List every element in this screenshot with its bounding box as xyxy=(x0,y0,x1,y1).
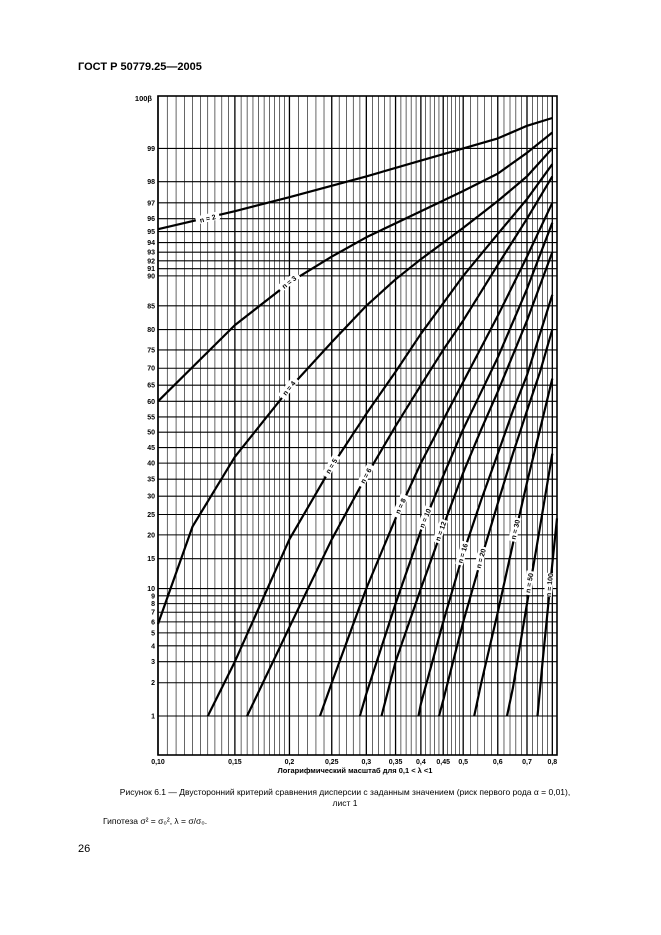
y-tick-label: 91 xyxy=(147,266,155,274)
x-tick-label: 0,3 xyxy=(361,759,372,766)
x-tick-label: 0,10 xyxy=(151,759,165,766)
y-tick-label: 90 xyxy=(147,273,155,281)
y-tick-label: 25 xyxy=(147,511,155,519)
curve-label-group xyxy=(523,570,536,595)
y-tick-label: 8 xyxy=(151,601,155,609)
curve-label: n = 16 xyxy=(457,543,470,565)
x-tick-label: 0,25 xyxy=(324,759,339,766)
y-tick-label: 50 xyxy=(147,429,155,437)
y-tick-label: 65 xyxy=(147,382,155,390)
y-tick-label: 96 xyxy=(147,216,155,224)
curve-label-group xyxy=(508,517,522,542)
curve-label: n = 10 xyxy=(419,507,434,530)
y-tick-label: 97 xyxy=(147,200,155,208)
figure-caption-line1: Рисунок 6.1 — Двусторонний критерий сравнения дисперсии с заданным значением (риск первого рода α = 0,01), xyxy=(119,787,571,797)
x-tick-label: 0,7 xyxy=(522,759,532,766)
curve-series xyxy=(320,203,552,716)
curve-label: n = 20 xyxy=(475,548,488,570)
y-axis-label: 100β xyxy=(134,94,152,103)
y-tick-label: 9 xyxy=(151,593,155,601)
x-tick-label: 0,45 xyxy=(436,759,451,766)
y-tick-label: 4 xyxy=(151,643,155,651)
y-tick-label: 20 xyxy=(147,532,155,540)
y-tick-label: 15 xyxy=(147,556,155,564)
y-tick-label: 92 xyxy=(147,258,155,266)
y-tick-label: 55 xyxy=(147,414,155,422)
figure-caption xyxy=(70,787,620,809)
curve-label: n = 3 xyxy=(281,275,299,291)
y-tick-label: 10 xyxy=(147,586,155,594)
curve-label-group xyxy=(455,541,470,567)
curve-label: n = 100 xyxy=(545,572,556,598)
curve-label: n = 12 xyxy=(434,520,449,543)
curve-series xyxy=(360,223,552,716)
curve-label: n = 50 xyxy=(525,572,536,594)
curve-label: n = 30 xyxy=(510,519,522,541)
y-tick-label: 60 xyxy=(147,398,155,406)
y-tick-label: 70 xyxy=(147,365,155,373)
curve-series xyxy=(474,379,552,716)
y-tick-label: 30 xyxy=(147,493,155,501)
y-tick-label: 3 xyxy=(151,659,155,667)
curve-series xyxy=(439,330,552,716)
curve-label: n = 8 xyxy=(394,497,408,516)
curve-series xyxy=(247,176,552,716)
y-tick-label: 7 xyxy=(151,609,155,617)
curve-label: n = 6 xyxy=(359,467,374,485)
y-tick-label: 93 xyxy=(147,249,155,257)
y-tick-label: 98 xyxy=(147,179,155,187)
y-tick-label: 45 xyxy=(147,445,155,453)
y-tick-label: 85 xyxy=(147,303,155,311)
curve-label-group xyxy=(416,505,433,531)
y-tick-label: 94 xyxy=(147,240,155,248)
x-axis-label: Логарифмический масштаб для 0,1 < λ <1 xyxy=(277,766,433,775)
curve-label: n = 4 xyxy=(282,380,298,398)
y-tick-label: 75 xyxy=(147,347,155,355)
curve-series xyxy=(158,133,552,402)
x-tick-label: 0,2 xyxy=(284,759,295,766)
curve-labels xyxy=(195,211,555,597)
y-tick-label: 35 xyxy=(147,476,155,484)
y-tick-label: 2 xyxy=(151,680,155,688)
document-header: ГОСТ Р 50779.25—2005 xyxy=(78,61,202,73)
y-tick-label: 6 xyxy=(151,619,155,627)
curve-label-group xyxy=(544,573,555,598)
figure-caption-line2: лист 1 xyxy=(332,798,358,808)
x-tick-label: 0,35 xyxy=(388,759,403,766)
y-tick-label: 1 xyxy=(151,713,155,721)
y-tick-label: 40 xyxy=(147,460,155,468)
y-tick-label: 80 xyxy=(147,327,155,335)
y-tick-label: 5 xyxy=(151,630,155,638)
y-tick-label: 95 xyxy=(147,229,155,237)
hypothesis-note: Гипотеза σ² = σ₀², λ = σ/σ₀. xyxy=(103,816,208,826)
x-tick-label: 0,4 xyxy=(416,759,426,766)
x-tick-label: 0,8 xyxy=(547,759,558,766)
x-tick-label: 0,15 xyxy=(228,759,242,766)
axes xyxy=(147,96,557,766)
curve-label: n = 2 xyxy=(199,214,217,225)
x-tick-label: 0,6 xyxy=(492,759,503,766)
y-tick-label: 99 xyxy=(147,145,155,153)
curve-label-group xyxy=(321,453,341,478)
page-number: 26 xyxy=(78,843,91,855)
curve-label: n = 5 xyxy=(325,457,340,476)
x-tick-label: 0,5 xyxy=(458,759,469,766)
